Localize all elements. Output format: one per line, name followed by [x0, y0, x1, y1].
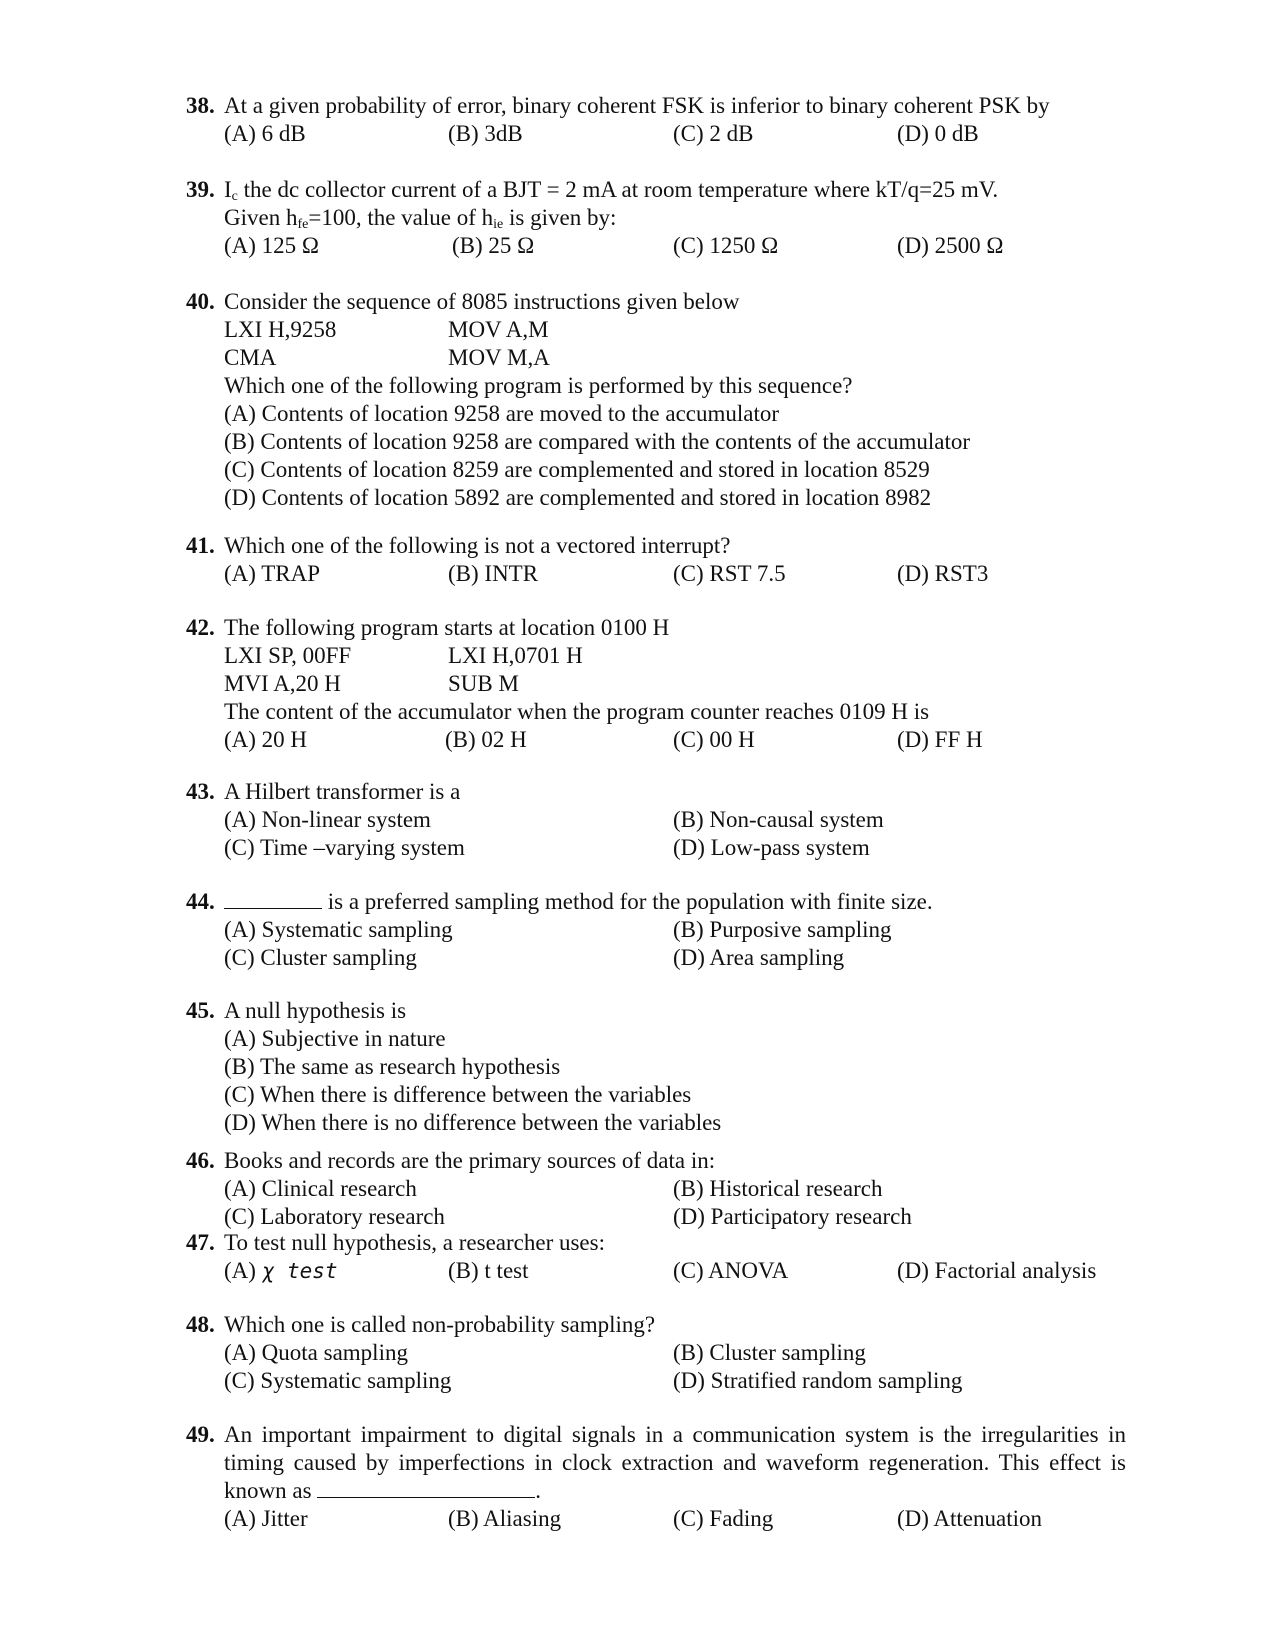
option-d: (D) RST3: [897, 561, 989, 586]
options-row: [224, 1339, 1126, 1367]
option-a: (A) Contents of location 9258 are moved to the accumulator: [224, 401, 780, 426]
question-38: [186, 92, 1126, 148]
question-text: $I_c$ the dc collector current of a BJT = 2 mA at room temperature where kT/q=25 mV.: [224, 177, 999, 204]
question-text: Which one of the following is not a vectored interrupt?: [224, 533, 731, 558]
option-b: (B) Cluster sampling: [673, 1340, 866, 1365]
answer-blank: [317, 1477, 535, 1498]
code-instruction: MVI A,20 H: [224, 671, 341, 696]
option-b: (B) Purposive sampling: [673, 917, 892, 942]
code-instruction: LXI H,9258: [224, 317, 337, 342]
option-c: (C) When there is difference between the variables: [224, 1082, 692, 1107]
option-c: (C) Cluster sampling: [224, 945, 417, 970]
option-d: (D) Stratified random sampling: [673, 1368, 963, 1393]
question-text: To test null hypothesis, a researcher uses:: [224, 1230, 605, 1255]
question-45: [186, 997, 1126, 1137]
options-row: [224, 806, 1126, 834]
code-instruction: LXI SP, 00FF: [224, 643, 352, 668]
options-row: [224, 834, 1126, 862]
question-42: [186, 614, 1126, 754]
option-d: (D) Factorial analysis: [897, 1258, 1097, 1283]
option-b: (B) t test: [448, 1258, 529, 1283]
option-d: (D) When there is no difference between the variables: [224, 1110, 722, 1135]
question-number: 42.: [186, 615, 215, 640]
question-46: [186, 1147, 1126, 1231]
options-row: [224, 1257, 1126, 1285]
option-c: (C) Systematic sampling: [224, 1368, 452, 1393]
option-c: (C) ANOVA: [673, 1258, 789, 1283]
question-49: [186, 1421, 1126, 1533]
question-text: A null hypothesis is: [224, 998, 407, 1023]
option-b: (B) INTR: [448, 561, 539, 586]
option-c: (C) 1250 Ω: [673, 233, 779, 258]
question-41: [186, 532, 1126, 588]
code-row: [224, 344, 1126, 372]
question-text: The following program starts at location 0100 H: [224, 615, 670, 640]
options-row: [224, 120, 1126, 148]
option-d: (D) 0 dB: [897, 121, 979, 146]
option-c: (C) 00 H: [673, 727, 755, 752]
option-b: (B) 25 Ω: [452, 233, 535, 258]
question-39: [186, 176, 1126, 260]
question-text: is a preferred sampling method for the population with finite size.: [224, 888, 1126, 916]
option-a: (A) 125 Ω: [224, 233, 320, 258]
question-number: 48.: [186, 1312, 215, 1337]
option-a: (A) TRAP: [224, 561, 321, 586]
question-number: 43.: [186, 779, 215, 804]
options-row: [224, 726, 1126, 754]
question-prompt: Which one of the following program is performed by this sequence?: [224, 373, 853, 398]
option-a: (A) Quota sampling: [224, 1340, 408, 1365]
options-row: [224, 916, 1126, 944]
code-instruction: MOV M,A: [448, 345, 550, 370]
option-b: (B) 3dB: [448, 121, 523, 146]
option-a: (A) Systematic sampling: [224, 917, 453, 942]
question-text-line-2: Given $h_{fe}=100$, the value of $h_{ie}$ is given by:: [224, 205, 617, 232]
option-a: (A) 20 H: [224, 727, 308, 752]
option-c: (C) 2 dB: [673, 121, 754, 146]
question-number: 38.: [186, 93, 215, 118]
question-number: 44.: [186, 889, 215, 914]
code-row: [224, 316, 1126, 344]
chi-square-formula: χ test: [261, 1259, 338, 1283]
option-a: (A) Jitter: [224, 1506, 308, 1531]
question-44: [186, 888, 1126, 972]
question-number: 39.: [186, 177, 215, 202]
question-43: [186, 778, 1126, 862]
question-47: [186, 1229, 1126, 1285]
option-a: (A) Clinical research: [224, 1176, 417, 1201]
option-a: (A) Subjective in nature: [224, 1026, 446, 1051]
option-c: (C) Time –varying system: [224, 835, 465, 860]
question-number: 41.: [186, 533, 215, 558]
question-text: An important impairment to digital signals in a communication system is the irregularities in timing caused by imperfections in clock extraction and waveform regeneration. This effect is known as .: [224, 1422, 1126, 1503]
option-c: (C) Fading: [673, 1506, 774, 1531]
options-row: [224, 944, 1126, 972]
question-text: Consider the sequence of 8085 instructions given below: [224, 289, 740, 314]
question-text: A Hilbert transformer is a: [224, 779, 461, 804]
option-d: (D) FF H: [897, 727, 983, 752]
question-text: Books and records are the primary sources of data in:: [224, 1148, 716, 1173]
option-b: (B) Aliasing: [448, 1506, 562, 1531]
option-d: (D) 2500 Ω: [897, 233, 1004, 258]
option-a: (A) 6 dB: [224, 121, 306, 146]
option-a: (A) χ test: [224, 1258, 338, 1283]
question-48: [186, 1311, 1126, 1395]
code-instruction: CMA: [224, 345, 277, 370]
question-prompt: The content of the accumulator when the program counter reaches 0109 H is: [224, 699, 930, 724]
options-row: [224, 1175, 1126, 1203]
question-number: 45.: [186, 998, 215, 1023]
option-b: (B) Contents of location 9258 are compared with the contents of the accumulator: [224, 429, 970, 454]
option-c: (C) RST 7.5: [673, 561, 786, 586]
option-b: (B) Non-causal system: [673, 807, 884, 832]
question-number: 40.: [186, 289, 215, 314]
question-number: 46.: [186, 1148, 215, 1173]
code-instruction: MOV A,M: [448, 317, 549, 342]
options-row: [224, 1367, 1126, 1395]
option-b: (B) 02 H: [445, 727, 527, 752]
option-d: (D) Contents of location 5892 are complemented and stored in location 8982: [224, 485, 932, 510]
options-row: [224, 232, 1126, 260]
question-text: Which one is called non-probability sampling?: [224, 1312, 656, 1337]
option-d: (D) Low-pass system: [673, 835, 870, 860]
option-c: (C) Contents of location 8259 are complemented and stored in location 8529: [224, 457, 930, 482]
question-number: 47.: [186, 1230, 215, 1255]
code-row: [224, 670, 1126, 698]
option-a: (A) Non-linear system: [224, 807, 431, 832]
option-c: (C) Laboratory research: [224, 1204, 445, 1229]
answer-blank: [224, 888, 322, 909]
option-b: (B) Historical research: [673, 1176, 883, 1201]
options-row: [224, 560, 1126, 588]
option-d: (D) Attenuation: [897, 1506, 1042, 1531]
option-d: (D) Area sampling: [673, 945, 845, 970]
options-row: [224, 1203, 1126, 1231]
question-number: 49.: [186, 1422, 215, 1447]
options-row: [224, 1505, 1126, 1533]
code-row: [224, 642, 1126, 670]
question-40: [186, 288, 1126, 512]
option-d: (D) Participatory research: [673, 1204, 912, 1229]
question-text: At a given probability of error, binary coherent FSK is inferior to binary coherent PSK by: [224, 93, 1050, 118]
code-instruction: SUB M: [448, 671, 519, 696]
option-b: (B) The same as research hypothesis: [224, 1054, 561, 1079]
code-instruction: LXI H,0701 H: [448, 643, 583, 668]
